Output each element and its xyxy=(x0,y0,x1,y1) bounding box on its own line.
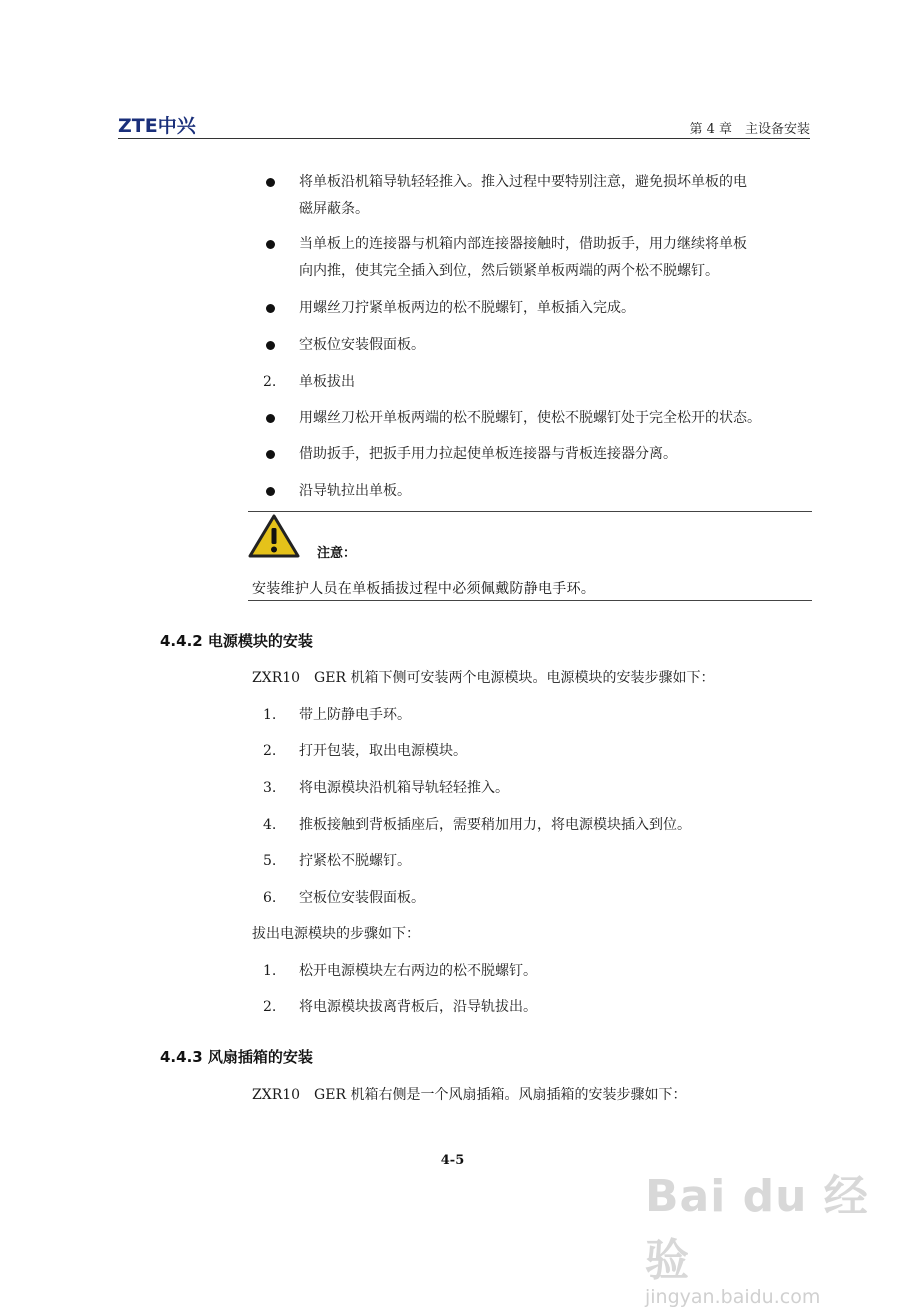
bullet-icon xyxy=(266,341,275,350)
note-text: 安装维护人员在单板插拔过程中必须佩戴防静电手环。 xyxy=(252,581,596,597)
step-text: 推板接触到背板插座后，需要稍加用力，将电源模块插入到位。 xyxy=(299,817,691,833)
note-bottom-rule xyxy=(248,600,812,601)
paragraph: ZXR10 GER 机箱右侧是一个风扇插箱。风扇插箱的安装步骤如下： xyxy=(252,1087,687,1103)
bullet-text: 沿导轨拉出单板。 xyxy=(299,483,411,499)
bullet-text: 将单板沿机箱导轨轻轻推入。推入过程中要特别注意，避免损坏单板的电 xyxy=(299,174,747,190)
paragraph: ZXR10 GER 机箱下侧可安装两个电源模块。电源模块的安装步骤如下： xyxy=(252,670,715,686)
watermark-url: jingyan.baidu.com xyxy=(645,1286,821,1308)
watermark xyxy=(645,1160,905,1308)
section-heading: 4.4.2 电源模块的安装 xyxy=(160,632,313,650)
step-text: 将电源模块沿机箱导轨轻轻推入。 xyxy=(299,780,509,796)
step-number: 1. xyxy=(263,963,277,979)
bullet-icon xyxy=(266,178,275,187)
bullet-text: 借助扳手，把扳手用力拉起使单板连接器与背板连接器分离。 xyxy=(299,446,677,462)
bullet-text-cont: 向内推，使其完全插入到位，然后锁紧单板两端的两个松不脱螺钉。 xyxy=(299,263,719,279)
paragraph: 拔出电源模块的步骤如下： xyxy=(252,926,420,942)
step-text: 拧紧松不脱螺钉。 xyxy=(299,853,411,869)
chapter-title: 第 4 章 主设备安装 xyxy=(689,122,810,137)
bullet-icon xyxy=(266,304,275,313)
warning-icon xyxy=(248,514,300,558)
step-number: 5. xyxy=(263,853,277,869)
bullet-icon xyxy=(266,450,275,459)
note-top-rule xyxy=(248,511,812,512)
header-divider xyxy=(118,138,810,139)
bullet-text: 用螺丝刀松开单板两端的松不脱螺钉，使松不脱螺钉处于完全松开的状态。 xyxy=(299,410,761,426)
step-number: 2. xyxy=(263,374,277,390)
bullet-icon xyxy=(266,414,275,423)
step-text: 松开电源模块左右两边的松不脱螺钉。 xyxy=(299,963,537,979)
bullet-text: 用螺丝刀拧紧单板两边的松不脱螺钉，单板插入完成。 xyxy=(299,300,635,316)
step-number: 2. xyxy=(263,743,277,759)
bullet-icon xyxy=(266,240,275,249)
step-text: 空板位安装假面板。 xyxy=(299,890,425,906)
step-text: 带上防静电手环。 xyxy=(299,707,411,723)
bullet-text: 当单板上的连接器与机箱内部连接器接触时，借助扳手，用力继续将单板 xyxy=(299,236,747,252)
step-text: 打开包装，取出电源模块。 xyxy=(299,743,467,759)
step-text: 将电源模块拔离背板后，沿导轨拔出。 xyxy=(299,999,537,1015)
step-text: 单板拔出 xyxy=(299,374,355,390)
page-number: 4-5 xyxy=(440,1153,465,1168)
step-number: 6. xyxy=(263,890,277,906)
step-number: 1. xyxy=(263,707,277,723)
note-title: 注意： xyxy=(317,546,357,561)
step-number: 3. xyxy=(263,780,277,796)
step-number: 4. xyxy=(263,817,277,833)
bullet-text-cont: 磁屏蔽条。 xyxy=(299,201,369,217)
company-logo: ZTE中兴 xyxy=(118,115,196,137)
bullet-text: 空板位安装假面板。 xyxy=(299,337,425,353)
section-heading: 4.4.3 风扇插箱的安装 xyxy=(160,1048,313,1066)
watermark-logo: Bai du 经验 xyxy=(645,1171,869,1286)
bullet-icon xyxy=(266,487,275,496)
step-number: 2. xyxy=(263,999,277,1015)
